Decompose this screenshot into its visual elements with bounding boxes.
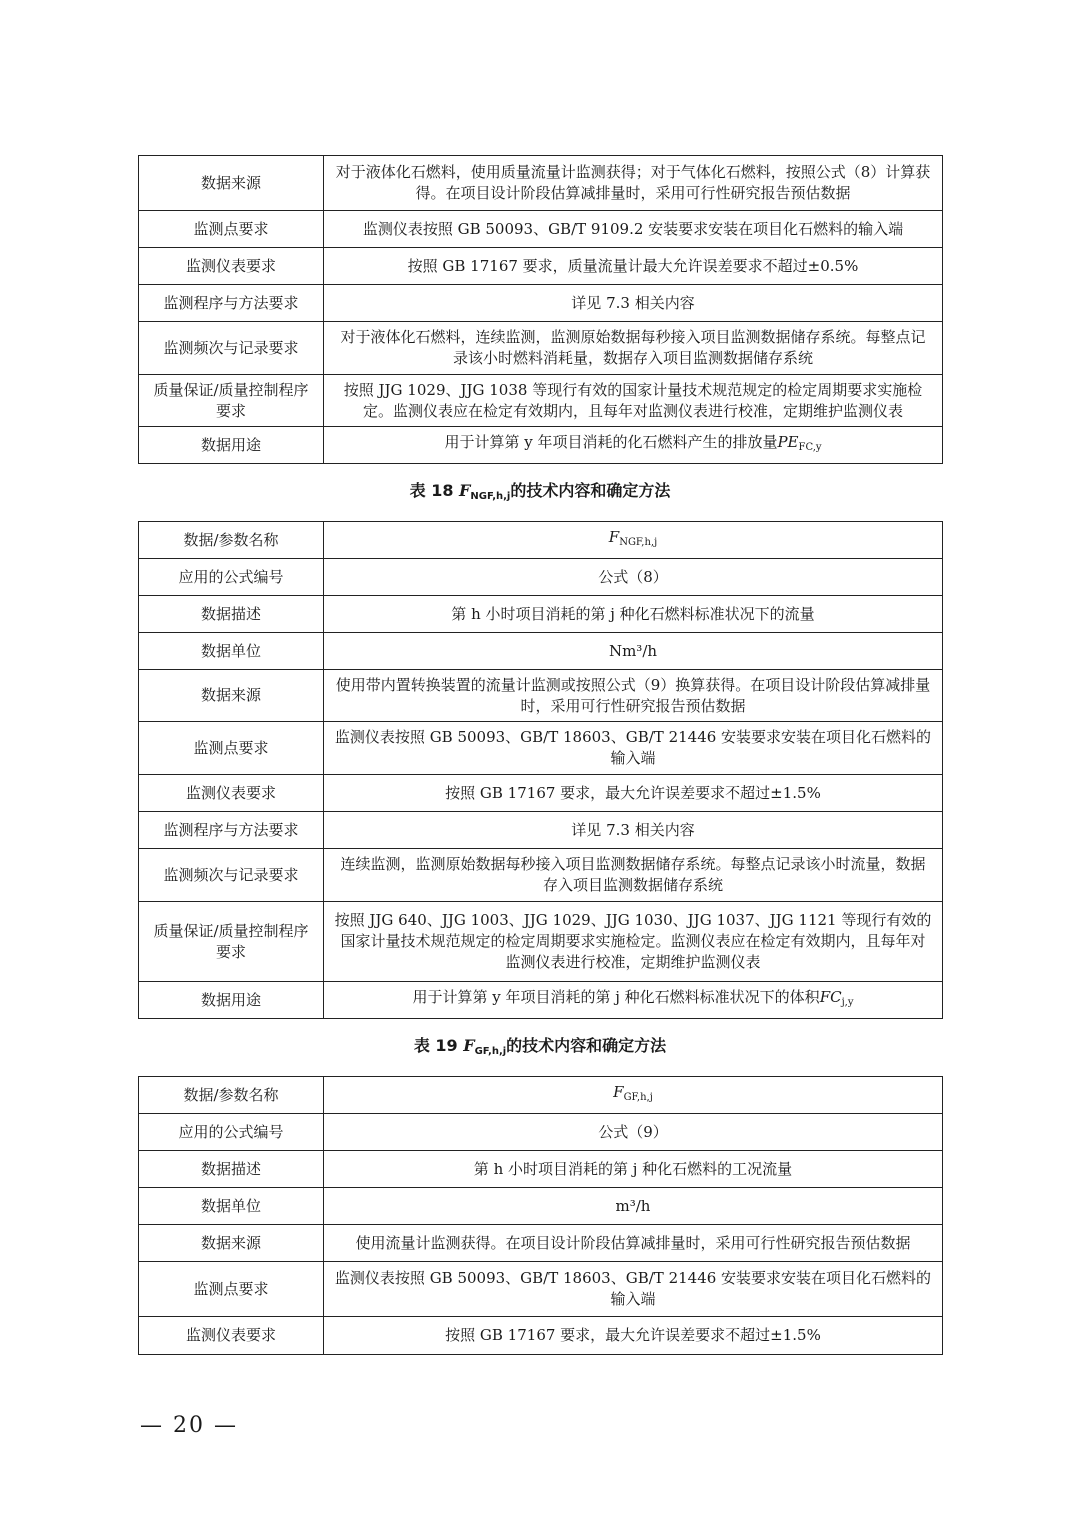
footer-dash-right: — (214, 1413, 238, 1438)
table-row (139, 849, 943, 902)
caption-subscript: NGF,h,j (470, 491, 511, 502)
page-footer (140, 1411, 238, 1441)
row-label: 监测程序与方法要求 (139, 812, 324, 849)
row-label: 监测仪表要求 (139, 248, 324, 285)
row-value: 公式（8） (324, 559, 943, 596)
row-value: 按照 JJG 1029、JJG 1038 等现行有效的国家计量技术规范规定的检定周期要求实施检定。监测仪表应在检定有效期内，且每年对监测仪表进行校准，定期维护监测仪表 (324, 375, 943, 427)
row-label: 数据来源 (139, 156, 324, 211)
row-value: 连续监测，监测原始数据每秒接入项目监测数据储存系统。每整点记录该小时流量，数据存入项目监测数据储存系统 (324, 849, 943, 902)
caption-suffix: 的技术内容和确定方法 (510, 481, 671, 500)
table-17-continued (138, 155, 943, 464)
row-label: 数据描述 (139, 596, 324, 633)
table-row (139, 775, 943, 812)
row-value: 监测仪表按照 GB 50093、GB/T 18603、GB/T 21446 安装要求安装在项目化石燃料的输入端 (324, 1262, 943, 1317)
row-label: 数据单位 (139, 1188, 324, 1225)
row-value: 监测仪表按照 GB 50093、GB/T 9109.2 安装要求安装在项目化石燃料的输入端 (324, 211, 943, 248)
row-value: 第 h 小时项目消耗的第 j 种化石燃料的工况流量 (324, 1151, 943, 1188)
row-value: 使用流量计监测获得。在项目设计阶段估算减排量时，采用可行性研究报告预估数据 (324, 1225, 943, 1262)
table-row (139, 322, 943, 375)
row-label: 监测仪表要求 (139, 1317, 324, 1355)
caption-subscript: GF,h,j (474, 1046, 507, 1057)
table-row (139, 1188, 943, 1225)
table-row (139, 211, 943, 248)
usage-symbol: PE (777, 433, 799, 451)
row-value (324, 522, 943, 559)
row-label: 数据用途 (139, 427, 324, 464)
table-row (139, 522, 943, 559)
row-value: 对于液体化石燃料，连续监测，监测原始数据每秒接入项目监测数据储存系统。每整点记录该小时燃料消耗量，数据存入项目监测数据储存系统 (324, 322, 943, 375)
caption-symbol: F (459, 481, 471, 500)
row-value: 使用带内置转换装置的流量计监测或按照公式（9）换算获得。在项目设计阶段估算减排量时，采用可行性研究报告预估数据 (324, 670, 943, 722)
table-row (139, 1225, 943, 1262)
row-label: 监测频次与记录要求 (139, 322, 324, 375)
row-label: 数据描述 (139, 1151, 324, 1188)
table-row (139, 670, 943, 722)
table-row (139, 1151, 943, 1188)
row-label: 应用的公式编号 (139, 559, 324, 596)
row-value: m³/h (324, 1188, 943, 1225)
row-label: 监测频次与记录要求 (139, 849, 324, 902)
table-row (139, 427, 943, 464)
table-row (139, 375, 943, 427)
row-label: 监测点要求 (139, 211, 324, 248)
table-row (139, 285, 943, 322)
table-row (139, 812, 943, 849)
row-value: 对于液体化石燃料，使用质量流量计监测获得；对于气体化石燃料，按照公式（8）计算获得。在项目设计阶段估算减排量时，采用可行性研究报告预估数据 (324, 156, 943, 211)
param-symbol: F (608, 528, 620, 546)
row-label: 监测点要求 (139, 722, 324, 775)
table-row (139, 1114, 943, 1151)
table-row (139, 596, 943, 633)
row-label: 数据用途 (139, 982, 324, 1019)
row-value: 按照 GB 17167 要求，质量流量计最大允许误差要求不超过±0.5% (324, 248, 943, 285)
row-label: 监测仪表要求 (139, 775, 324, 812)
param-subscript: GF,h,j (623, 1092, 653, 1103)
row-label: 质量保证/质量控制程序要求 (139, 375, 324, 427)
row-value: 按照 JJG 640、JJG 1003、JJG 1029、JJG 1030、JJG 1037、JJG 1121 等现行有效的国家计量技术规范规定的检定周期要求实施检定。监测仪表应在检定有效期内，且每年对监测仪表进行校准，定期维护监测仪表 (324, 902, 943, 982)
caption-prefix: 表 18 (409, 481, 454, 500)
row-label: 数据来源 (139, 670, 324, 722)
table-row (139, 1317, 943, 1355)
table-row (139, 722, 943, 775)
table-18 (138, 521, 943, 1019)
caption-symbol: F (463, 1036, 475, 1055)
row-value (324, 1077, 943, 1114)
table-19 (138, 1076, 943, 1355)
table-row (139, 902, 943, 982)
param-symbol: F (613, 1083, 624, 1101)
usage-text: 用于计算第 y 年项目消耗的第 j 种化石燃料标准状况下的体积 (412, 988, 820, 1006)
row-label: 数据来源 (139, 1225, 324, 1262)
param-subscript: NGF,h,j (619, 537, 658, 548)
table-19-caption (138, 1034, 942, 1064)
page-number: 20 (173, 1413, 205, 1438)
row-value: 按照 GB 17167 要求，最大允许误差要求不超过±1.5% (324, 1317, 943, 1355)
row-value: 第 h 小时项目消耗的第 j 种化石燃料标准状况下的流量 (324, 596, 943, 633)
caption-suffix: 的技术内容和确定方法 (506, 1036, 667, 1055)
usage-text: 用于计算第 y 年项目消耗的化石燃料产生的排放量 (444, 433, 778, 451)
row-value: 详见 7.3 相关内容 (324, 285, 943, 322)
row-value: 监测仪表按照 GB 50093、GB/T 18603、GB/T 21446 安装要求安装在项目化石燃料的输入端 (324, 722, 943, 775)
table-row (139, 248, 943, 285)
row-label: 数据单位 (139, 633, 324, 670)
row-value: 公式（9） (324, 1114, 943, 1151)
table-row (139, 982, 943, 1019)
row-value (324, 982, 943, 1019)
table-row (139, 559, 943, 596)
row-label: 应用的公式编号 (139, 1114, 324, 1151)
table-18-caption (138, 479, 942, 509)
row-label: 监测程序与方法要求 (139, 285, 324, 322)
row-label: 质量保证/质量控制程序要求 (139, 902, 324, 982)
table-row (139, 1077, 943, 1114)
usage-subscript: j,y (841, 997, 854, 1008)
table-row (139, 1262, 943, 1317)
row-label: 数据/参数名称 (139, 1077, 324, 1114)
row-label: 数据/参数名称 (139, 522, 324, 559)
usage-subscript: FC,y (798, 442, 822, 453)
footer-dash-left: — (140, 1413, 164, 1438)
table-row (139, 633, 943, 670)
row-value: 详见 7.3 相关内容 (324, 812, 943, 849)
row-value: 按照 GB 17167 要求，最大允许误差要求不超过±1.5% (324, 775, 943, 812)
row-value (324, 427, 943, 464)
usage-symbol: FC (819, 988, 842, 1006)
table-row (139, 156, 943, 211)
caption-prefix: 表 19 (413, 1036, 458, 1055)
row-label: 监测点要求 (139, 1262, 324, 1317)
row-value: Nm³/h (324, 633, 943, 670)
